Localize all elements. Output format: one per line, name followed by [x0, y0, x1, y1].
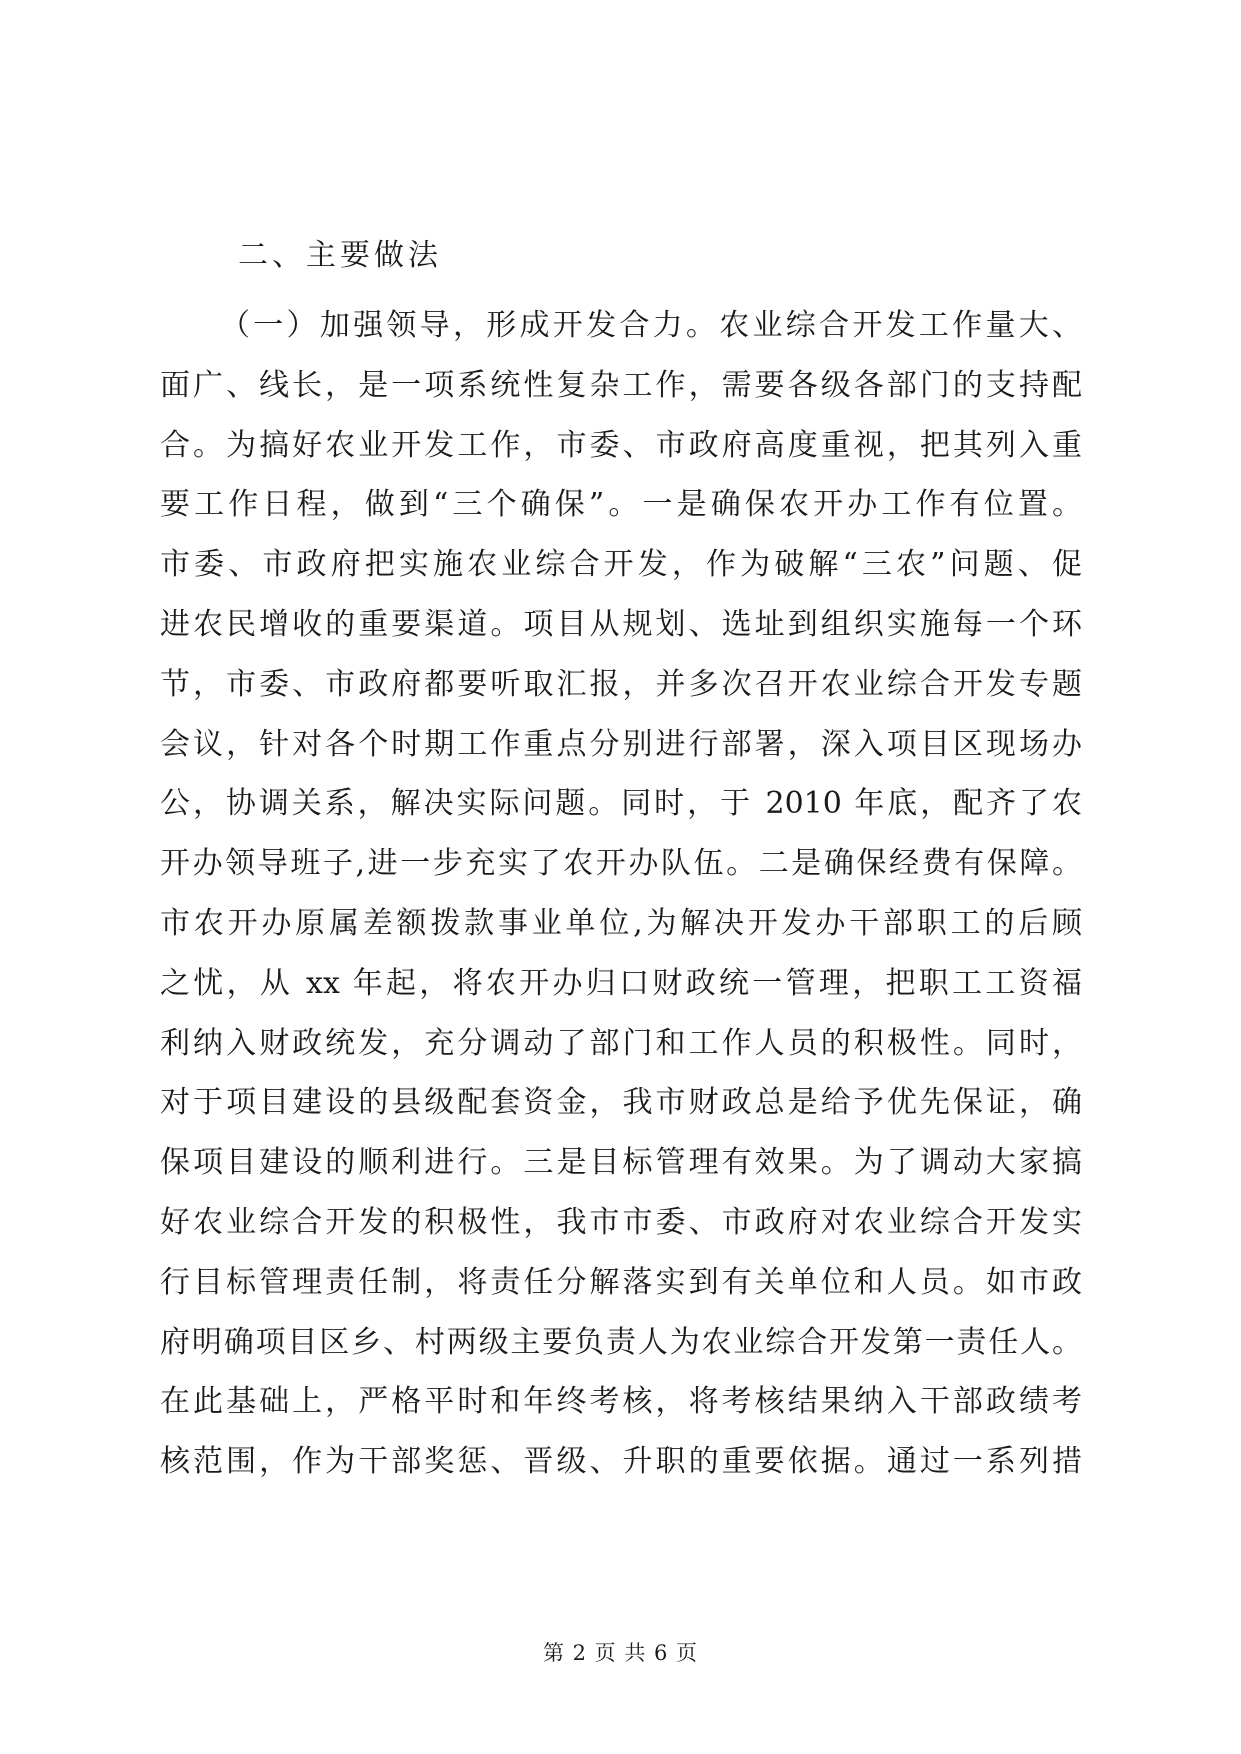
paragraph-line: 公，协调关系，解决实际问题。同时，于 2010 年底，配齐了农 — [160, 786, 1082, 822]
paragraph-line: 之忧，从 xx 年起，将农开办归口财政统一管理，把职工工资福 — [160, 965, 1082, 1001]
paragraph-line: 合。为搞好农业开发工作，市委、市政府高度重视，把其列入重 — [160, 427, 1082, 463]
paragraph-line: 进农民增收的重要渠道。项目从规划、选址到组织实施每一个环 — [160, 606, 1082, 642]
paragraph-line: 市农开办原属差额拨款事业单位,为解决开发办干部职工的后顾 — [160, 905, 1082, 941]
paragraph-line: 要工作日程，做到“三个确保”。一是确保农开办工作有位置。 — [160, 487, 1082, 523]
paragraph-line: 节，市委、市政府都要听取汇报，并多次召开农业综合开发专题 — [160, 666, 1082, 702]
paragraph-line: 利纳入财政统发，充分调动了部门和工作人员的积极性。同时， — [160, 1025, 1082, 1061]
paragraph-line: 在此基础上，严格平时和年终考核，将考核结果纳入干部政绩考 — [160, 1384, 1082, 1420]
paragraph-line: （一）加强领导，形成开发合力。农业综合开发工作量大、 — [220, 308, 1082, 343]
paragraph-line: 面广、线长，是一项系统性复杂工作，需要各级各部门的支持配 — [160, 367, 1082, 403]
paragraph-line: 好农业综合开发的积极性，我市市委、市政府对农业综合开发实 — [160, 1204, 1082, 1240]
paragraph-line: 开办领导班子,进一步充实了农开办队伍。二是确保经费有保障。 — [160, 846, 1082, 882]
body-text — [160, 296, 1082, 1492]
section-heading: 二、主要做法 — [238, 238, 442, 273]
paragraph-line: 府明确项目区乡、村两级主要负责人为农业综合开发第一责任人。 — [160, 1324, 1082, 1360]
paragraph-line: 对于项目建设的县级配套资金，我市财政总是给予优先保证，确 — [160, 1085, 1082, 1121]
paragraph-line: 市委、市政府把实施农业综合开发，作为破解“三农”问题、促 — [160, 547, 1082, 583]
paragraph-line: 会议，针对各个时期工作重点分别进行部署，深入项目区现场办 — [160, 726, 1082, 762]
paragraph-line: 保项目建设的顺利进行。三是目标管理有效果。为了调动大家搞 — [160, 1145, 1082, 1181]
page-number-footer: 第 2 页 共 6 页 — [542, 1641, 699, 1665]
paragraph-line: 核范围，作为干部奖惩、晋级、升职的重要依据。通过一系列措 — [160, 1444, 1082, 1480]
paragraph-line: 行目标管理责任制，将责任分解落实到有关单位和人员。如市政 — [160, 1264, 1082, 1300]
